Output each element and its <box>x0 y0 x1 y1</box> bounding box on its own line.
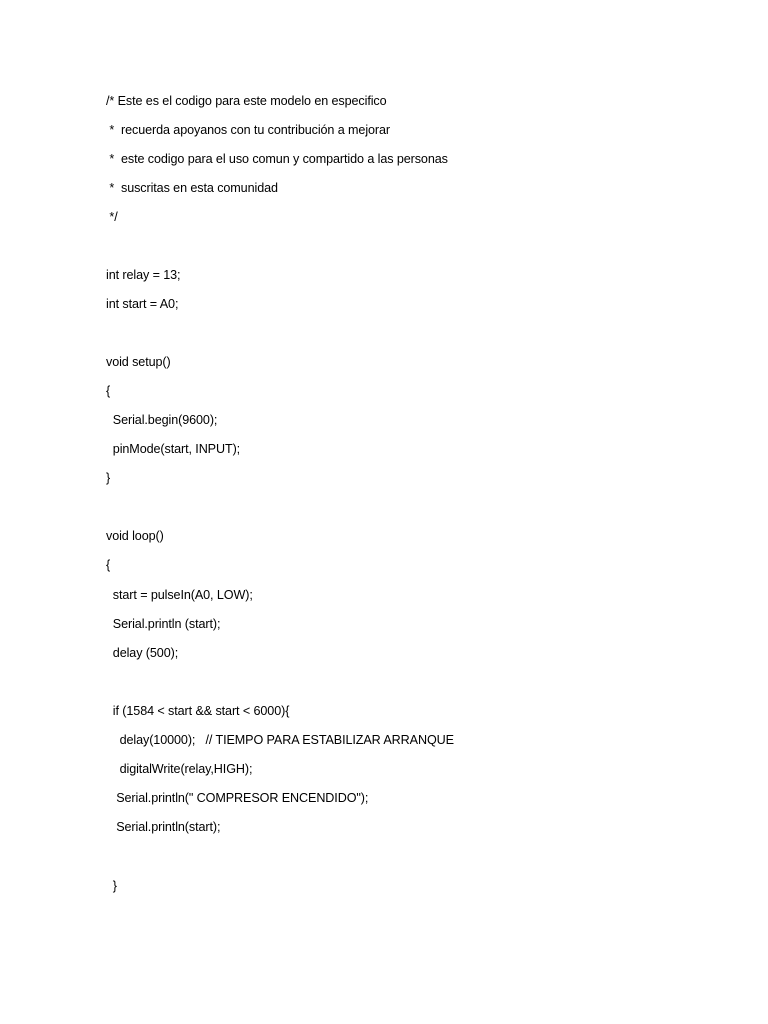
code-line: if (1584 < start && start < 6000){ <box>106 704 290 718</box>
code-line: * este codigo para el uso comun y compartido a las personas <box>106 152 448 166</box>
code-line: delay(10000); // TIEMPO PARA ESTABILIZAR ARRANQUE <box>106 733 454 747</box>
code-line: * suscritas en esta comunidad <box>106 181 278 195</box>
code-line: { <box>106 558 111 572</box>
code-line: Serial.println(start); <box>106 820 221 834</box>
code-line: */ <box>106 210 118 224</box>
code-line: void loop() <box>106 529 164 543</box>
code-line: } <box>106 471 111 485</box>
code-line: * recuerda apoyanos con tu contribución a mejorar <box>106 123 391 137</box>
code-line: } <box>106 879 117 893</box>
code-line: start = pulseIn(A0, LOW); <box>106 588 253 602</box>
code-line: pinMode(start, INPUT); <box>106 442 241 456</box>
code-line: Serial.begin(9600); <box>106 413 218 427</box>
code-line: delay (500); <box>106 646 179 660</box>
code-line: void setup() <box>106 355 171 369</box>
code-line: /* Este es el codigo para este modelo en especifico <box>106 94 387 108</box>
code-line: { <box>106 384 111 398</box>
code-line: digitalWrite(relay,HIGH); <box>106 762 253 776</box>
code-line: Serial.println(" COMPRESOR ENCENDIDO"); <box>106 791 369 805</box>
code-line: Serial.println (start); <box>106 617 221 631</box>
code-line: int relay = 13; <box>106 268 181 282</box>
code-line: int start = A0; <box>106 297 179 311</box>
